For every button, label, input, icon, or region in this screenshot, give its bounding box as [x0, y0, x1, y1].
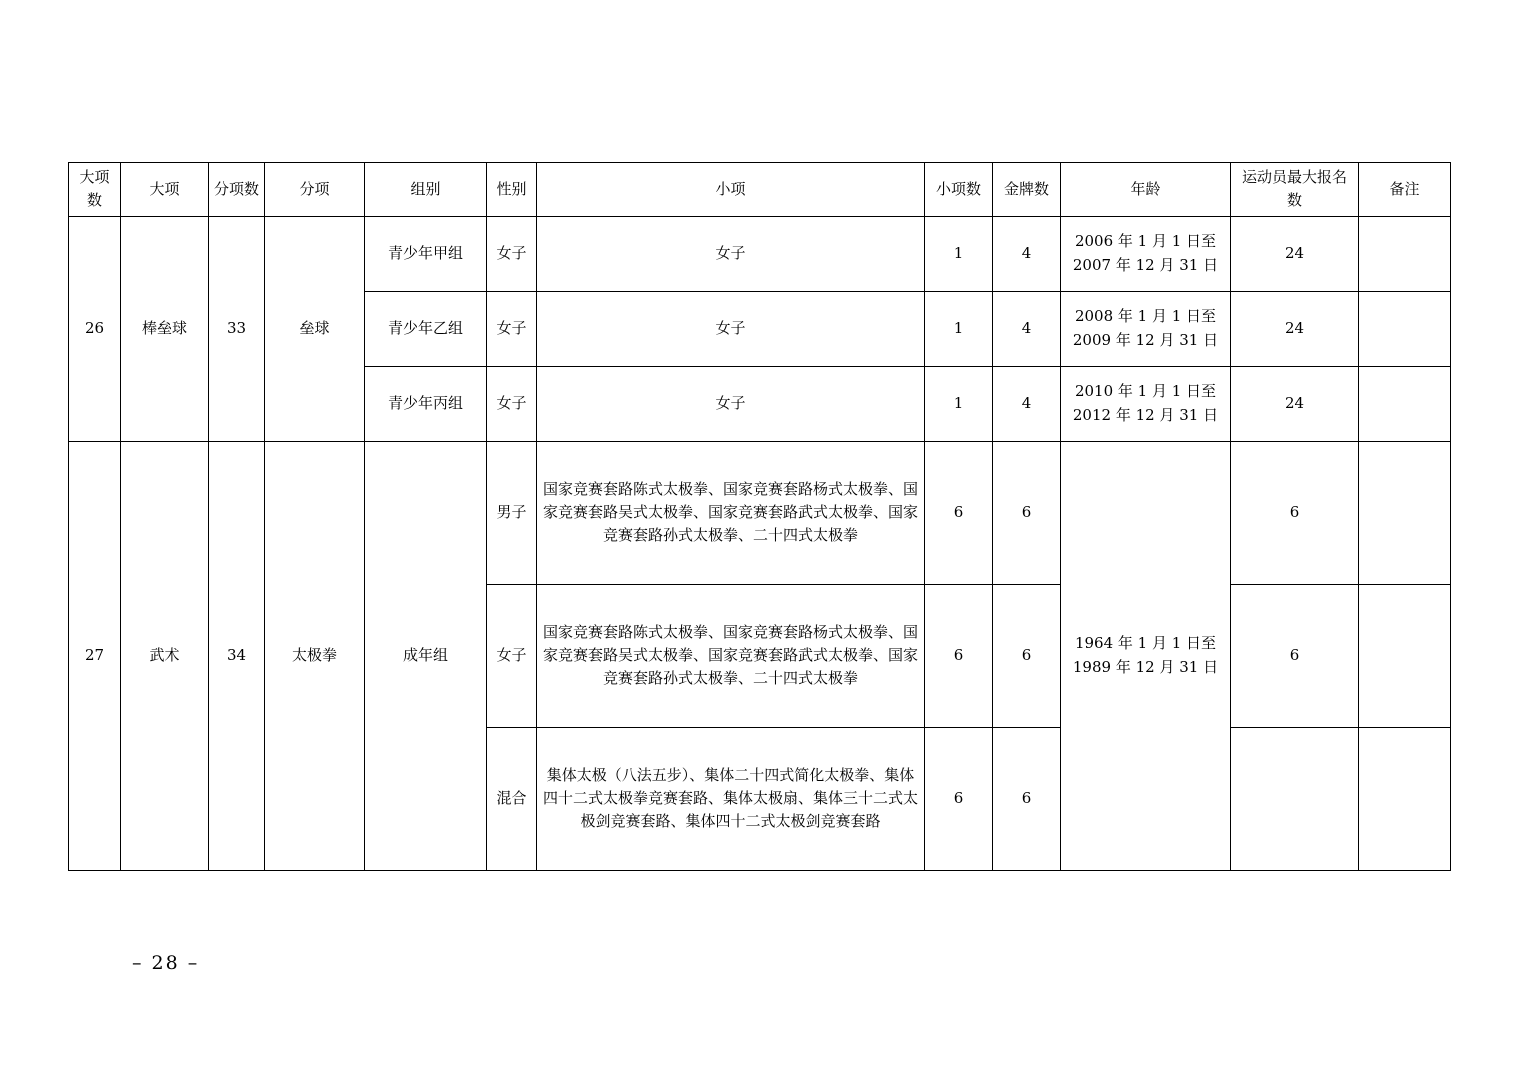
cell-event-count: 1 — [925, 291, 993, 366]
cell-sex: 女子 — [487, 291, 537, 366]
cell-max-entries: 24 — [1231, 291, 1359, 366]
cell-max-entries: 24 — [1231, 216, 1359, 291]
cell-event-count: 6 — [925, 441, 993, 584]
cell-max-entries: 6 — [1231, 584, 1359, 727]
cell-remark — [1359, 441, 1451, 584]
cell-remark — [1359, 366, 1451, 441]
header-medal-count: 金牌数 — [993, 163, 1061, 217]
cell-max-entries — [1231, 727, 1359, 870]
cell-medal-count: 4 — [993, 366, 1061, 441]
competition-schedule-table — [68, 162, 1451, 871]
cell-remark — [1359, 291, 1451, 366]
cell-sex: 混合 — [487, 727, 537, 870]
table-row — [69, 216, 1451, 291]
cell-sub-count: 33 — [209, 216, 265, 441]
cell-major-count: 27 — [69, 441, 121, 870]
header-sub: 分项 — [265, 163, 365, 217]
cell-event-count: 6 — [925, 727, 993, 870]
cell-group: 青少年乙组 — [365, 291, 487, 366]
cell-major: 棒垒球 — [121, 216, 209, 441]
cell-sex: 男子 — [487, 441, 537, 584]
cell-major-count: 26 — [69, 216, 121, 441]
cell-sex: 女子 — [487, 366, 537, 441]
header-sex: 性别 — [487, 163, 537, 217]
cell-age: 2010 年 1 月 1 日至 2012 年 12 月 31 日 — [1061, 366, 1231, 441]
cell-group: 青少年丙组 — [365, 366, 487, 441]
cell-event-count: 6 — [925, 584, 993, 727]
table-header-row — [69, 163, 1451, 217]
header-sub-count: 分项数 — [209, 163, 265, 217]
cell-event: 女子 — [537, 291, 925, 366]
cell-medal-count: 4 — [993, 291, 1061, 366]
cell-event: 国家竞赛套路陈式太极拳、国家竞赛套路杨式太极拳、国家竞赛套路吴式太极拳、国家竞赛套路武式太极拳、国家竞赛套路孙式太极拳、二十四式太极拳 — [537, 441, 925, 584]
header-major: 大项 — [121, 163, 209, 217]
cell-sub-count: 34 — [209, 441, 265, 870]
cell-remark — [1359, 727, 1451, 870]
header-group: 组别 — [365, 163, 487, 217]
cell-event-count: 1 — [925, 366, 993, 441]
table-row — [69, 441, 1451, 584]
cell-medal-count: 4 — [993, 216, 1061, 291]
header-event: 小项 — [537, 163, 925, 217]
header-major-count: 大项数 — [69, 163, 121, 217]
cell-medal-count: 6 — [993, 727, 1061, 870]
cell-major: 武术 — [121, 441, 209, 870]
cell-max-entries: 24 — [1231, 366, 1359, 441]
cell-event: 集体太极（八法五步）、集体二十四式简化太极拳、集体四十二式太极拳竞赛套路、集体太极扇、集体三十二式太极剑竞赛套路、集体四十二式太极剑竞赛套路 — [537, 727, 925, 870]
cell-group: 青少年甲组 — [365, 216, 487, 291]
cell-event: 女子 — [537, 216, 925, 291]
cell-event-count: 1 — [925, 216, 993, 291]
cell-medal-count: 6 — [993, 441, 1061, 584]
header-event-count: 小项数 — [925, 163, 993, 217]
cell-remark — [1359, 584, 1451, 727]
cell-sub: 太极拳 — [265, 441, 365, 870]
cell-medal-count: 6 — [993, 584, 1061, 727]
cell-group: 成年组 — [365, 441, 487, 870]
cell-sex: 女子 — [487, 584, 537, 727]
cell-max-entries: 6 — [1231, 441, 1359, 584]
header-remark: 备注 — [1359, 163, 1451, 217]
cell-event: 女子 — [537, 366, 925, 441]
cell-sub: 垒球 — [265, 216, 365, 441]
cell-remark — [1359, 216, 1451, 291]
cell-age: 2006 年 1 月 1 日至 2007 年 12 月 31 日 — [1061, 216, 1231, 291]
header-age: 年龄 — [1061, 163, 1231, 217]
page-number: – 28 – — [132, 952, 200, 974]
cell-sex: 女子 — [487, 216, 537, 291]
cell-event: 国家竞赛套路陈式太极拳、国家竞赛套路杨式太极拳、国家竞赛套路吴式太极拳、国家竞赛套路武式太极拳、国家竞赛套路孙式太极拳、二十四式太极拳 — [537, 584, 925, 727]
header-max-entries: 运动员最大报名数 — [1231, 163, 1359, 217]
cell-age: 1964 年 1 月 1 日至 1989 年 12 月 31 日 — [1061, 441, 1231, 870]
cell-age: 2008 年 1 月 1 日至 2009 年 12 月 31 日 — [1061, 291, 1231, 366]
